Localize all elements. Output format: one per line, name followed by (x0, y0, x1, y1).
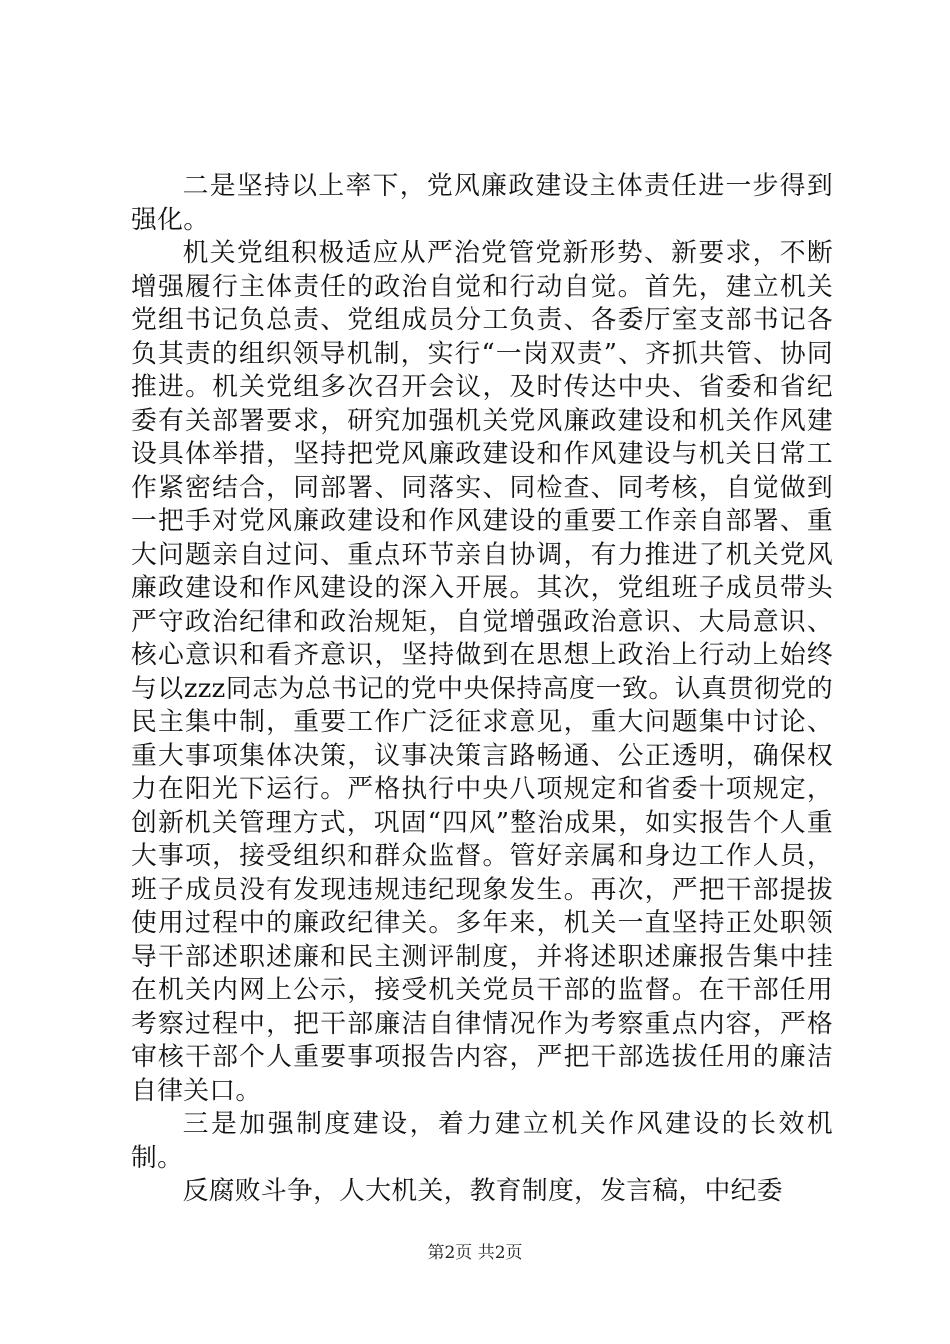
page-number-footer: 第2页 共2页 (427, 1243, 523, 1263)
paragraph-keywords: 反腐败斗争，人大机关，教育制度，发言稿，中纪委 (182, 1176, 783, 1206)
paragraph-section-three-heading: 三是加强制度建设，着力建立机关作风建设的长效机制。 (131, 1109, 833, 1173)
paragraph-party-group-responsibility: 机关党组积极适应从严治党管党新形势、新要求，不断增强履行主体责任的政治自觉和行动自觉。首先，建立机关党组书记负总责、党组成员分工负责、各委厅室支部书记各负其责的组织领导机制，实行“一岗双责”、齐抓共管、协同推进。机关党组多次召开会议，及时传达中央、省委和省纪委有关部署要求，研究加强机关党风廉政建设和机关作风建设具体举措，坚持把党风廉政建设和作风建设与机关日常工作紧密结合，同部署、同落实、同检查、同考核，自觉做到一把手对党风廉政建设和作风建设的重要工作亲自部署、重大问题亲自过问、重点环节亲自协调，有力推进了机关党风廉政建设和作风建设的深入开展。其次，党组班子成员带头严守政治纪律和政治规矩，自觉增强政治意识、大局意识、核心意识和看齐意识，坚持做到在思想上政治上行动上始终与以zzz同志为总书记的党中央保持高度一致。认真贯彻党的民主集中制，重要工作广泛征求意见，重大问题集中讨论、重大事项集体决策，议事决策言路畅通、公正透明，确保权力在阳光下运行。严格执行中央八项规定和省委十项规定，创新机关管理方式，巩固“四风”整治成果，如实报告个人重大事项，接受组织和群众监督。管好亲属和身边工作人员，班子成员没有发现违规违纪现象发生。再次，严把干部提拔使用过程中的廉政纪律关。多年来，机关一直坚持正处职领导干部述职述廉和民主测评制度，并将述职述廉报告集中挂在机关内网上公示，接受机关党员干部的监督。在干部任用考察过程中，把干部廉洁自律情况作为考察重点内容，严格审核干部个人重要事项报告内容，严把干部选拔任用的廉洁自律关口。 (131, 238, 833, 1106)
paragraph-section-two-heading: 二是坚持以上率下，党风廉政建设主体责任进一步得到强化。 (131, 171, 833, 235)
document-body (131, 170, 833, 1209)
